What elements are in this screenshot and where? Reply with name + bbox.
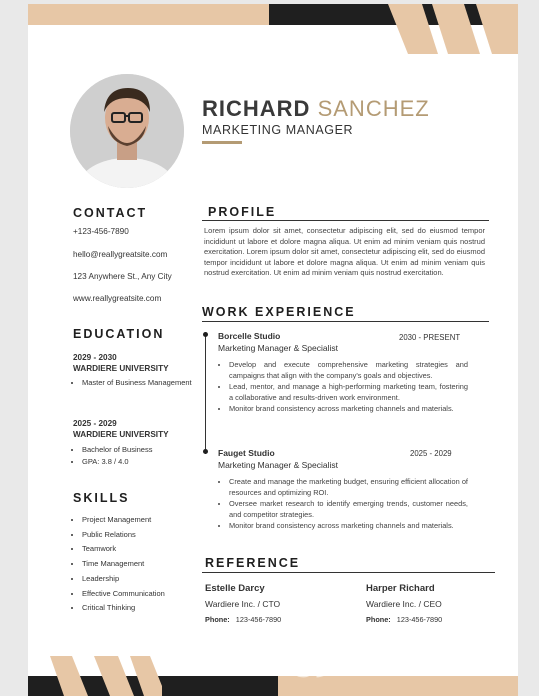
skills-heading: SKILLS [73,491,130,505]
phone-number: 123-456-7890 [396,615,443,624]
reference-name: Harper Richard [366,583,435,594]
job-period: 2030 - PRESENT [399,333,461,342]
list-item: • Oversee market research to identify emerging trends, customer needs, and competitor strategies. [229,499,468,521]
timeline-line [205,334,206,454]
contact-heading: CONTACT [73,206,148,220]
resume-page [28,4,518,696]
contact-address: 123 Anywhere St., Any City [73,272,172,281]
list-item: • Bachelor of Business [82,444,202,456]
work-divider [202,321,489,322]
skills-list [73,513,212,616]
education-years: 2029 - 2030 [73,353,117,362]
reference-divider [202,572,495,573]
list-item: • Time Management [82,557,212,572]
profile-text: Lorem ipsum dolor sit amet, consectetur adipiscing elit, sed do eiusmod tempor incididunt ut labore et dolore magna aliqua. Ut enim ad minim veniam quis nostrud exercitation. Lorem ipsum dolor sit amet, consectetur adipiscing elit, sed do eiusmod tempor incididunt ut labore et dolore magna aliqua. Ut enim ad minim veniam quis nostrud exercitation. Ut enim ad minim veniam quis nostrud exercitation. [204,226,485,278]
education-school: WARDIERE UNIVERSITY [73,430,169,439]
top-stripes-decoration [388,4,518,54]
job-title: Marketing Manager & Specialist [218,460,339,470]
timeline-dot [203,449,208,454]
first-name: RICHARD [202,96,311,121]
list-item: • Critical Thinking [82,601,212,616]
phone-label: Phone: [366,615,391,624]
watermark-logo: حراج [290,643,353,678]
list-item: • Create and manage the marketing budget, ensuring efficient allocation of resources and optimizing ROI. [229,477,468,499]
education-heading: EDUCATION [73,327,165,341]
reference-org: Wardiere Inc. / CEO [366,599,442,609]
list-item: • Leadership [82,572,212,587]
reference-heading: REFERENCE [205,556,301,570]
reference-phone [366,615,442,624]
education-details [73,377,192,390]
reference-org: Wardiere Inc. / CTO [205,599,281,609]
profile-heading: PROFILE [208,205,277,219]
education-details [73,444,202,467]
contact-phone: +123-456-7890 [73,227,129,236]
contact-email: hello@reallygreatsite.com [73,250,168,259]
job-company: Fauget Studio [218,448,275,458]
list-item: • Monitor brand consistency across marketing channels and materials. [229,404,468,415]
list-item: • Monitor brand consistency across marketing channels and materials. [229,521,468,532]
job-role: MARKETING MANAGER [202,123,354,137]
contact-website: www.reallygreatsite.com [73,294,162,303]
list-item: • Project Management [82,513,212,528]
list-item: • Develop and execute comprehensive marketing strategies and campaigns that align with the company's goals and objectives. [229,360,468,382]
reference-name: Estelle Darcy [205,583,265,594]
job-company: Borcelle Studio [218,331,281,341]
full-name [202,96,430,122]
profile-photo [70,74,184,188]
list-item: • Lead, mentor, and manage a high-performing marketing team, fostering a collaborative and results-driven work environment. [229,382,468,404]
phone-label: Phone: [205,615,230,624]
profile-divider [202,220,489,221]
bottom-tan-block [278,676,518,696]
job-period: 2025 - 2029 [410,449,452,458]
reference-phone [205,615,281,624]
timeline-dot [203,332,208,337]
job-title: Marketing Manager & Specialist [218,343,339,353]
work-experience-heading: WORK EXPERIENCE [202,305,356,319]
list-item: • Public Relations [82,528,212,543]
bottom-stripes-decoration [42,656,162,696]
list-item: • Effective Communication [82,587,212,602]
person-avatar-icon [70,74,184,188]
education-years: 2025 - 2029 [73,419,117,428]
job-bullets [220,360,468,415]
list-item: • Master of Business Management [82,377,192,390]
phone-number: 123-456-7890 [235,615,282,624]
top-tan-block [28,4,269,25]
list-item: • GPA: 3.8 / 4.0 [82,456,202,468]
last-name: SANCHEZ [317,96,430,121]
role-underline [202,141,242,144]
list-item: • Teamwork [82,542,212,557]
education-school: WARDIERE UNIVERSITY [73,364,169,373]
job-bullets [220,477,468,532]
